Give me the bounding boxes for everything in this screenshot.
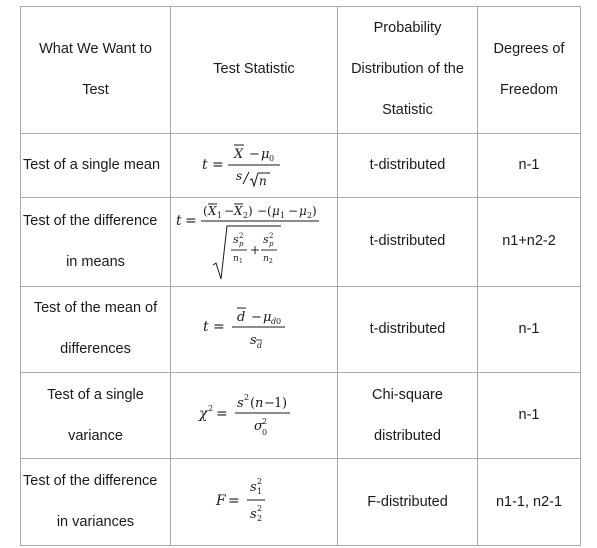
svg-text:n: n [263,253,269,264]
svg-text:p: p [269,239,274,248]
svg-text:(: ( [250,395,256,411]
svg-text:2: 2 [208,403,214,413]
df-cell: n-1 [478,373,581,459]
header-row [21,7,581,134]
svg-text:2: 2 [257,477,263,487]
svg-text:s: s [250,333,257,349]
svg-text:1: 1 [274,395,283,411]
svg-text:−: − [224,203,235,218]
svg-text:s: s [250,480,257,496]
df-cell: n-1 [478,133,581,197]
svg-text:=: = [228,493,240,510]
svg-text:−: − [251,310,262,326]
test-name-cell: Test of the mean of differences [21,286,171,372]
svg-text:μ: μ [299,203,307,218]
svg-text:−: − [249,147,260,163]
df-cell: n-1 [478,286,581,372]
table-row [21,373,581,459]
svg-text:=: = [216,405,228,422]
svg-text:X: X [208,203,217,218]
svg-text:=: = [212,157,224,174]
svg-text:1: 1 [280,210,286,220]
svg-text:σ: σ [254,418,263,434]
formula-single-mean [171,133,338,197]
formula-single-variance [171,373,338,459]
svg-text:n: n [259,174,267,189]
svg-text:2: 2 [262,416,268,426]
svg-text:): ) [248,203,253,218]
svg-text:0: 0 [262,427,268,437]
formula-graphic [173,203,336,281]
svg-text:): ) [312,203,317,218]
svg-text:μ: μ [272,203,280,218]
distribution-cell: t-distributed [338,198,478,286]
svg-text:s: s [250,507,257,523]
table-row [21,133,581,197]
header-degrees-of-freedom: Degrees of Freedom [478,7,581,134]
df-cell: n1-1, n2-1 [478,459,581,546]
svg-text:−: − [257,203,268,218]
distribution-cell: Chi-square distributed [338,373,478,459]
formula-graphic [194,139,314,191]
svg-text:(: ( [203,203,208,218]
svg-text:n: n [255,395,264,411]
formula-difference-in-means [171,198,338,286]
formula-mean-of-differences [171,286,338,372]
svg-text:+: + [250,242,261,257]
svg-text:=: = [185,212,197,229]
svg-text:2: 2 [307,210,313,220]
svg-text:0: 0 [276,317,282,327]
table-row [21,286,581,372]
svg-text:2: 2 [239,231,244,240]
svg-text:=: = [213,319,225,336]
test-name-cell: Test of the difference in means [21,198,171,286]
svg-text:s: s [233,232,239,246]
distribution-cell: t-distributed [338,133,478,197]
svg-text:0: 0 [269,154,275,164]
table-row [21,198,581,286]
test-name-cell: Test of the difference in variances [21,459,171,546]
svg-text:μ: μ [263,310,272,326]
svg-text:2: 2 [244,392,250,402]
svg-text:X: X [234,203,243,218]
formula-graphic [199,390,309,442]
formula-difference-in-variances [171,459,338,546]
svg-text:X: X [234,147,244,163]
distribution-cell: t-distributed [338,286,478,372]
svg-text:2: 2 [243,210,249,220]
svg-text:χ: χ [199,405,208,422]
formula-graphic [214,473,294,531]
svg-text:n: n [233,253,239,264]
svg-text:t: t [176,212,182,229]
header-test-goal: What We Want to Test [21,7,171,134]
svg-text:): ) [282,395,288,411]
svg-text:−: − [288,203,299,218]
svg-text:2: 2 [269,231,274,240]
svg-text:s: s [263,232,269,246]
svg-text:t: t [202,157,208,174]
svg-text:2: 2 [257,514,263,524]
svg-text:2: 2 [269,257,273,265]
svg-text:d: d [237,310,246,326]
test-name-cell: Test of a single variance [21,373,171,459]
svg-text:2: 2 [257,504,263,514]
svg-text:s: s [236,169,243,184]
svg-text:1: 1 [257,487,263,497]
distribution-cell: F-distributed [338,459,478,546]
svg-text:t: t [203,319,209,336]
svg-text:(: ( [267,203,272,218]
statistics-table [20,6,581,546]
svg-text:1: 1 [239,257,243,265]
svg-text:d: d [271,317,277,327]
svg-text:F: F [216,493,226,510]
svg-text:s: s [237,395,244,411]
header-test-statistic: Test Statistic [171,7,338,134]
svg-text:−: − [264,395,275,411]
svg-text:d: d [257,341,263,351]
test-name-cell: Test of a single mean [21,133,171,197]
formula-graphic [199,304,309,354]
svg-text:μ: μ [261,147,270,163]
svg-text:1: 1 [217,210,223,220]
table-row [21,459,581,546]
header-distribution: Probability Distribution of the Statistic [338,7,478,134]
df-cell: n1+n2-2 [478,198,581,286]
svg-text:p: p [239,239,244,248]
